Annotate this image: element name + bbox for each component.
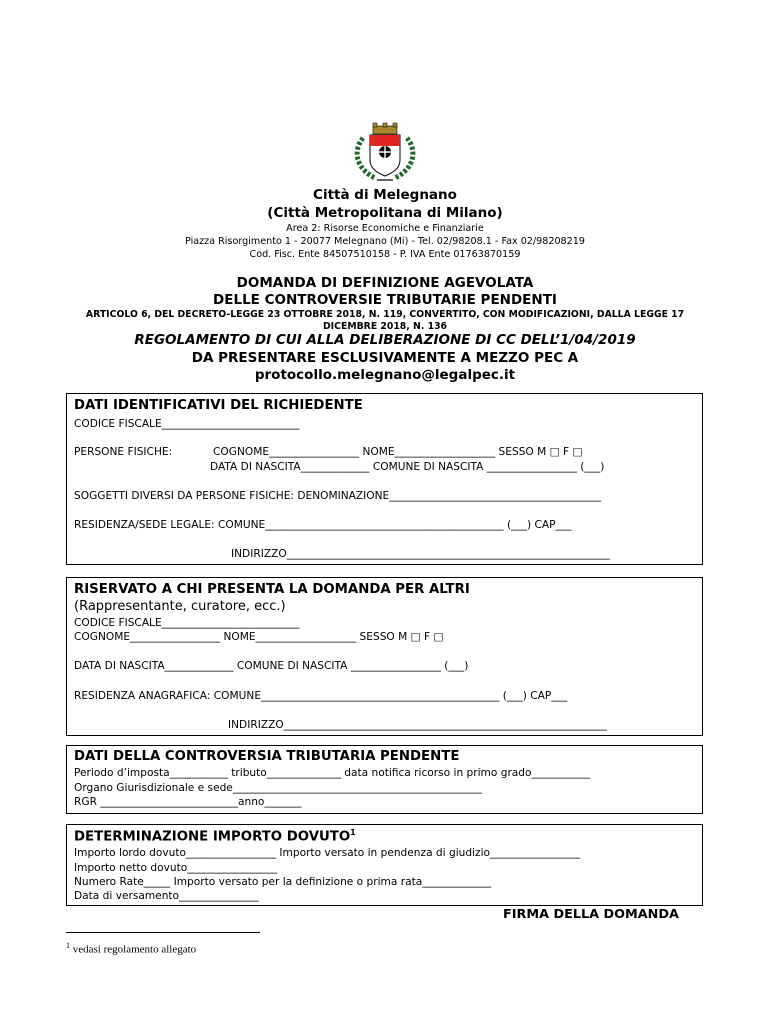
section-richiedente	[66, 393, 703, 565]
article-line2: DICEMBRE 2018, N. 136	[322, 321, 448, 332]
footnote-text: vedasi regolamento allegato	[70, 943, 197, 956]
residenza-sede-field[interactable]: RESIDENZA/SEDE LEGALE: COMUNE_____________________________________________ (___) CAP___	[74, 519, 572, 531]
section-importo-title-text: DETERMINAZIONE IMPORTO DOVUTO	[74, 829, 351, 845]
data-comune-nascita-field[interactable]: DATA DI NASCITA_____________ COMUNE DI NASCITA _________________ (___)	[210, 461, 605, 473]
cognome-nome-sesso-field[interactable]: COGNOME_________________ NOME___________________ SESSO M □ F □	[213, 446, 583, 458]
article-reference	[0, 309, 770, 333]
city-name: Città di Melegnano	[313, 187, 457, 203]
codice-fiscale-field[interactable]: CODICE FISCALE__________________________	[74, 617, 300, 629]
codice-fiscale-field[interactable]: CODICE FISCALE__________________________	[74, 418, 300, 430]
residenza-anagrafica-field[interactable]: RESIDENZA ANAGRAFICA: COMUNE_____________________________________________ (___) CAP___	[74, 690, 568, 702]
data-comune-nascita-field[interactable]: DATA DI NASCITA_____________ COMUNE DI NASCITA _________________ (___)	[74, 660, 469, 672]
section-rappresentante-title: RISERVATO A CHI PRESENTA LA DOMANDA PER ALTRI	[74, 582, 470, 597]
section-importo	[66, 824, 703, 906]
periodo-tributo-field[interactable]: Periodo d’imposta___________ tributo______________ data notifica ricorso in primo grado___________	[74, 767, 590, 779]
document-title-line1: DOMANDA DI DEFINIZIONE AGEVOLATA	[236, 275, 534, 291]
footnote-mark: 1	[66, 941, 70, 950]
section-rappresentante-subtitle: (Rappresentante, curatore, ecc.)	[74, 599, 286, 614]
section-importo-title	[74, 828, 356, 844]
footnote-ref: 1	[350, 828, 356, 837]
metro-name: (Città Metropolitana di Milano)	[267, 205, 503, 221]
firma-label: FIRMA DELLA DOMANDA	[503, 907, 679, 922]
section-controversia	[66, 745, 703, 814]
cognome-nome-sesso-field[interactable]: COGNOME_________________ NOME___________________ SESSO M □ F □	[74, 631, 444, 643]
importo-lordo-field[interactable]: Importo lordo dovuto_________________ Importo versato in pendenza di giudizio_________________	[74, 847, 581, 859]
rgr-anno-field[interactable]: RGR __________________________anno_______	[74, 796, 302, 808]
address-line: Piazza Risorgimento 1 - 20077 Melegnano (Mi) - Tel. 02/98208.1 - Fax 02/98208219	[185, 236, 585, 247]
importo-netto-field[interactable]: Importo netto dovuto_________________	[74, 862, 278, 874]
article-line1: ARTICOLO 6, DEL DECRETO-LEGGE 23 OTTOBRE 2018, N. 119, CONVERTITO, CON MODIFICAZIONI, DALLA LEGGE 17	[85, 309, 685, 320]
data-versamento-field[interactable]: Data di versamento_______________	[74, 890, 259, 902]
document-title-line2: DELLE CONTROVERSIE TRIBUTARIE PENDENTI	[213, 292, 557, 308]
area-line: Area 2: Risorse Economiche e Finanziarie	[286, 223, 484, 234]
section-controversia-title: DATI DELLA CONTROVERSIA TRIBUTARIA PENDENTE	[74, 749, 460, 764]
fiscal-line: Cod. Fisc. Ente 84507510158 - P. IVA Ente 01763870159	[249, 249, 521, 260]
coat-of-arms-logo	[349, 122, 421, 184]
organo-giurisdizionale-field[interactable]: Organo Giurisdizionale e sede_______________________________________________	[74, 782, 482, 794]
pec-address: protocollo.melegnano@legalpec.it	[254, 367, 516, 383]
pec-instruction: DA PRESENTARE ESCLUSIVAMENTE A MEZZO PEC A	[191, 350, 579, 366]
regolamento-line: REGOLAMENTO DI CUI ALLA DELIBERAZIONE DI CC DELL’1/04/2019	[134, 332, 636, 348]
denominazione-field[interactable]: SOGGETTI DIVERSI DA PERSONE FISICHE: DENOMINAZIONE________________________________________	[74, 490, 602, 502]
indirizzo-field[interactable]: INDIRIZZO_____________________________________________________________	[231, 548, 610, 560]
footnote	[66, 941, 196, 956]
section-rappresentante	[66, 577, 703, 736]
indirizzo-field[interactable]: INDIRIZZO_____________________________________________________________	[228, 719, 607, 731]
numero-rate-field[interactable]: Numero Rate_____ Importo versato per la definizione o prima rata_____________	[74, 876, 492, 888]
section-richiedente-title: DATI IDENTIFICATIVI DEL RICHIEDENTE	[74, 398, 363, 413]
persone-fisiche-label: PERSONE FISICHE:	[74, 446, 173, 458]
footnote-divider	[66, 932, 260, 933]
